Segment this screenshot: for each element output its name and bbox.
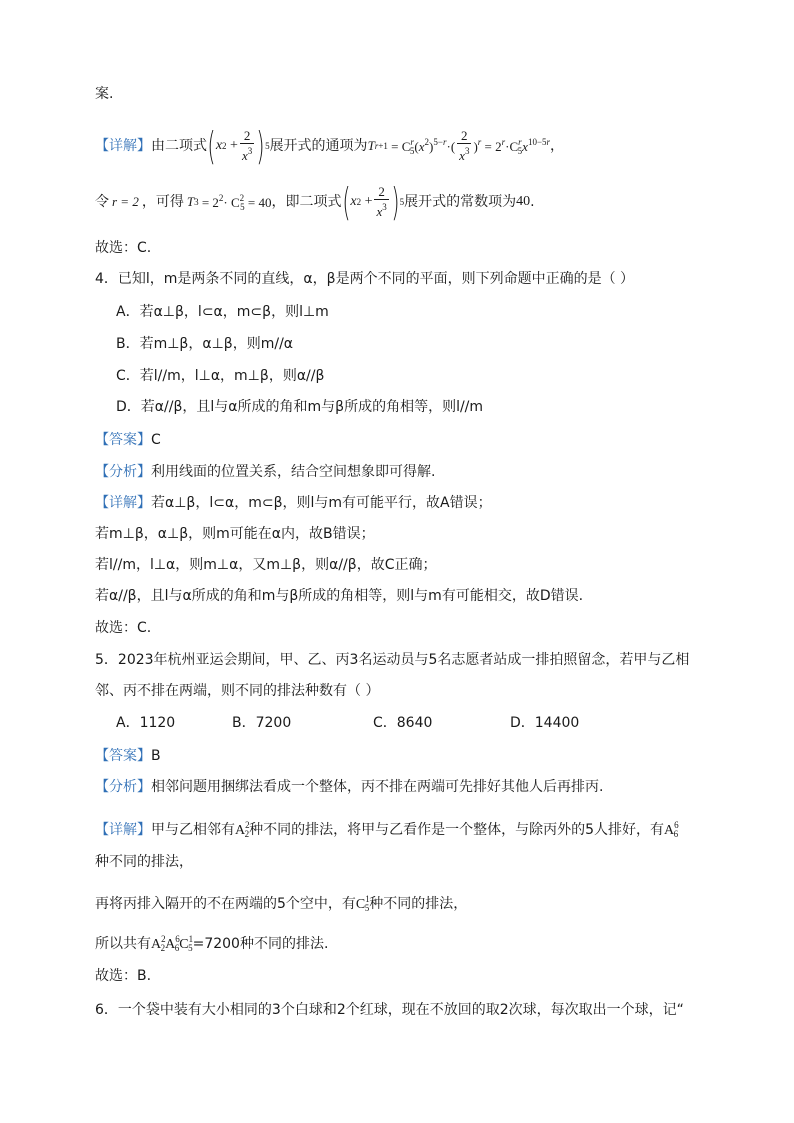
q4-option-b: B．若m⊥β，α⊥β，则m//α bbox=[116, 336, 294, 352]
detail-tag: 【详解】 bbox=[95, 138, 151, 154]
q4-detail-2: 若m⊥β，α⊥β，则m可能在α内，故B错误； bbox=[95, 526, 375, 542]
q5-options bbox=[116, 713, 734, 733]
q4-analysis: 【分析】利用线面的位置关系，结合空间想象即可得解. bbox=[95, 464, 436, 480]
q4-option-c: C．若l//m，l⊥α，m⊥β，则α//β bbox=[116, 368, 325, 384]
q4-detail-3: 若l//m，l⊥α，则m⊥α，又m⊥β，则α//β，故C正确； bbox=[95, 557, 437, 573]
q5-option-a: A．1120 bbox=[116, 715, 176, 731]
q5-option-b: B．7200 bbox=[232, 715, 292, 731]
right-paren: ) bbox=[256, 124, 265, 168]
q4-stem: 4．已知l，m是两条不同的直线，α，β是两个不同的平面，则下列命题中正确的是（ ） bbox=[95, 271, 635, 287]
q5-choose: 故选：B. bbox=[95, 968, 152, 984]
text-line: 案. bbox=[95, 86, 114, 102]
q5-answer: 【答案】B bbox=[95, 748, 161, 764]
q4-option-a: A．若α⊥β，l⊂α，m⊂β，则l⊥m bbox=[116, 304, 329, 320]
q4-detail-4: 若α//β，且l与α所成的角和m与β所成的角相等，则l与m有可能相交，故D错误. bbox=[95, 588, 584, 604]
choose-line: 故选：C. bbox=[95, 240, 152, 256]
q5-detail-4: 所以共有$A^2_2A^6_6C^1_5=7200$种不同的排法. bbox=[95, 934, 329, 953]
q5-detail-3: 再将丙排入隔开的不在两端的5个空中，有$C^1_5$种不同的排法， bbox=[95, 894, 468, 913]
detail-binomial-term: 【详解】 由二项式 ( x 2 + $\frac{2}{x^3}$ ) 5 展开式的通项为 T r+1 = $C^r_5(x^2)^{5-r}\cdot$( $\frac{2}{x^3}$ )$^r = 2^r\cdot C^r_5x^{10-5r}$ ， bbox=[95, 124, 565, 168]
q4-answer: 【答案】C bbox=[95, 432, 161, 448]
q5-stem-2: 邻、丙不排在两端，则不同的排法种数有（ ） bbox=[95, 683, 380, 699]
q4-option-d: D．若α//β，且l与α所成的角和m与β所成的角相等，则l//m bbox=[116, 399, 484, 415]
q4-choose: 故选：C. bbox=[95, 620, 152, 636]
q4-detail-1: 【详解】若α⊥β，l⊂α，m⊂β，则l与m有可能平行，故A错误； bbox=[95, 495, 492, 511]
fraction: $\frac{2}{x^3}$ bbox=[459, 128, 470, 163]
q5-detail-1: 【详解】甲与乙相邻有$A^2_2$种不同的排法，将甲与乙看作是一个整体，与除丙外的5人排好，有$A^6_6$ bbox=[95, 820, 679, 839]
q5-analysis: 【分析】相邻问题用捆绑法看成一个整体，丙不排在两端可先排好其他人后再排丙. bbox=[95, 779, 604, 795]
detail-constant-term: 令 r = 2 ，可得 T 3 = $2^2\cdot C^2_5 = 40$ ，即二项式 ( x 2 + $\frac{2}{x^3}$ ) 5 展开式的常数项为 40 . bbox=[95, 180, 535, 224]
q5-option-c: C．8640 bbox=[373, 715, 433, 731]
q6-stem: 6．一个袋中装有大小相同的3个白球和2个红球，现在不放回的取2次球，每次取出一个球，记“ bbox=[95, 1002, 684, 1018]
fraction: $\frac{2}{x^3}$ bbox=[241, 128, 253, 163]
left-paren: ( bbox=[207, 124, 216, 168]
q5-detail-2: 种不同的排法， bbox=[95, 854, 193, 870]
q5-option-d: D．14400 bbox=[510, 715, 580, 731]
q5-stem-1: 5．2023年杭州亚运会期间，甲、乙、丙3名运动员与5名志愿者站成一排拍照留念，若甲与乙相 bbox=[95, 652, 690, 668]
